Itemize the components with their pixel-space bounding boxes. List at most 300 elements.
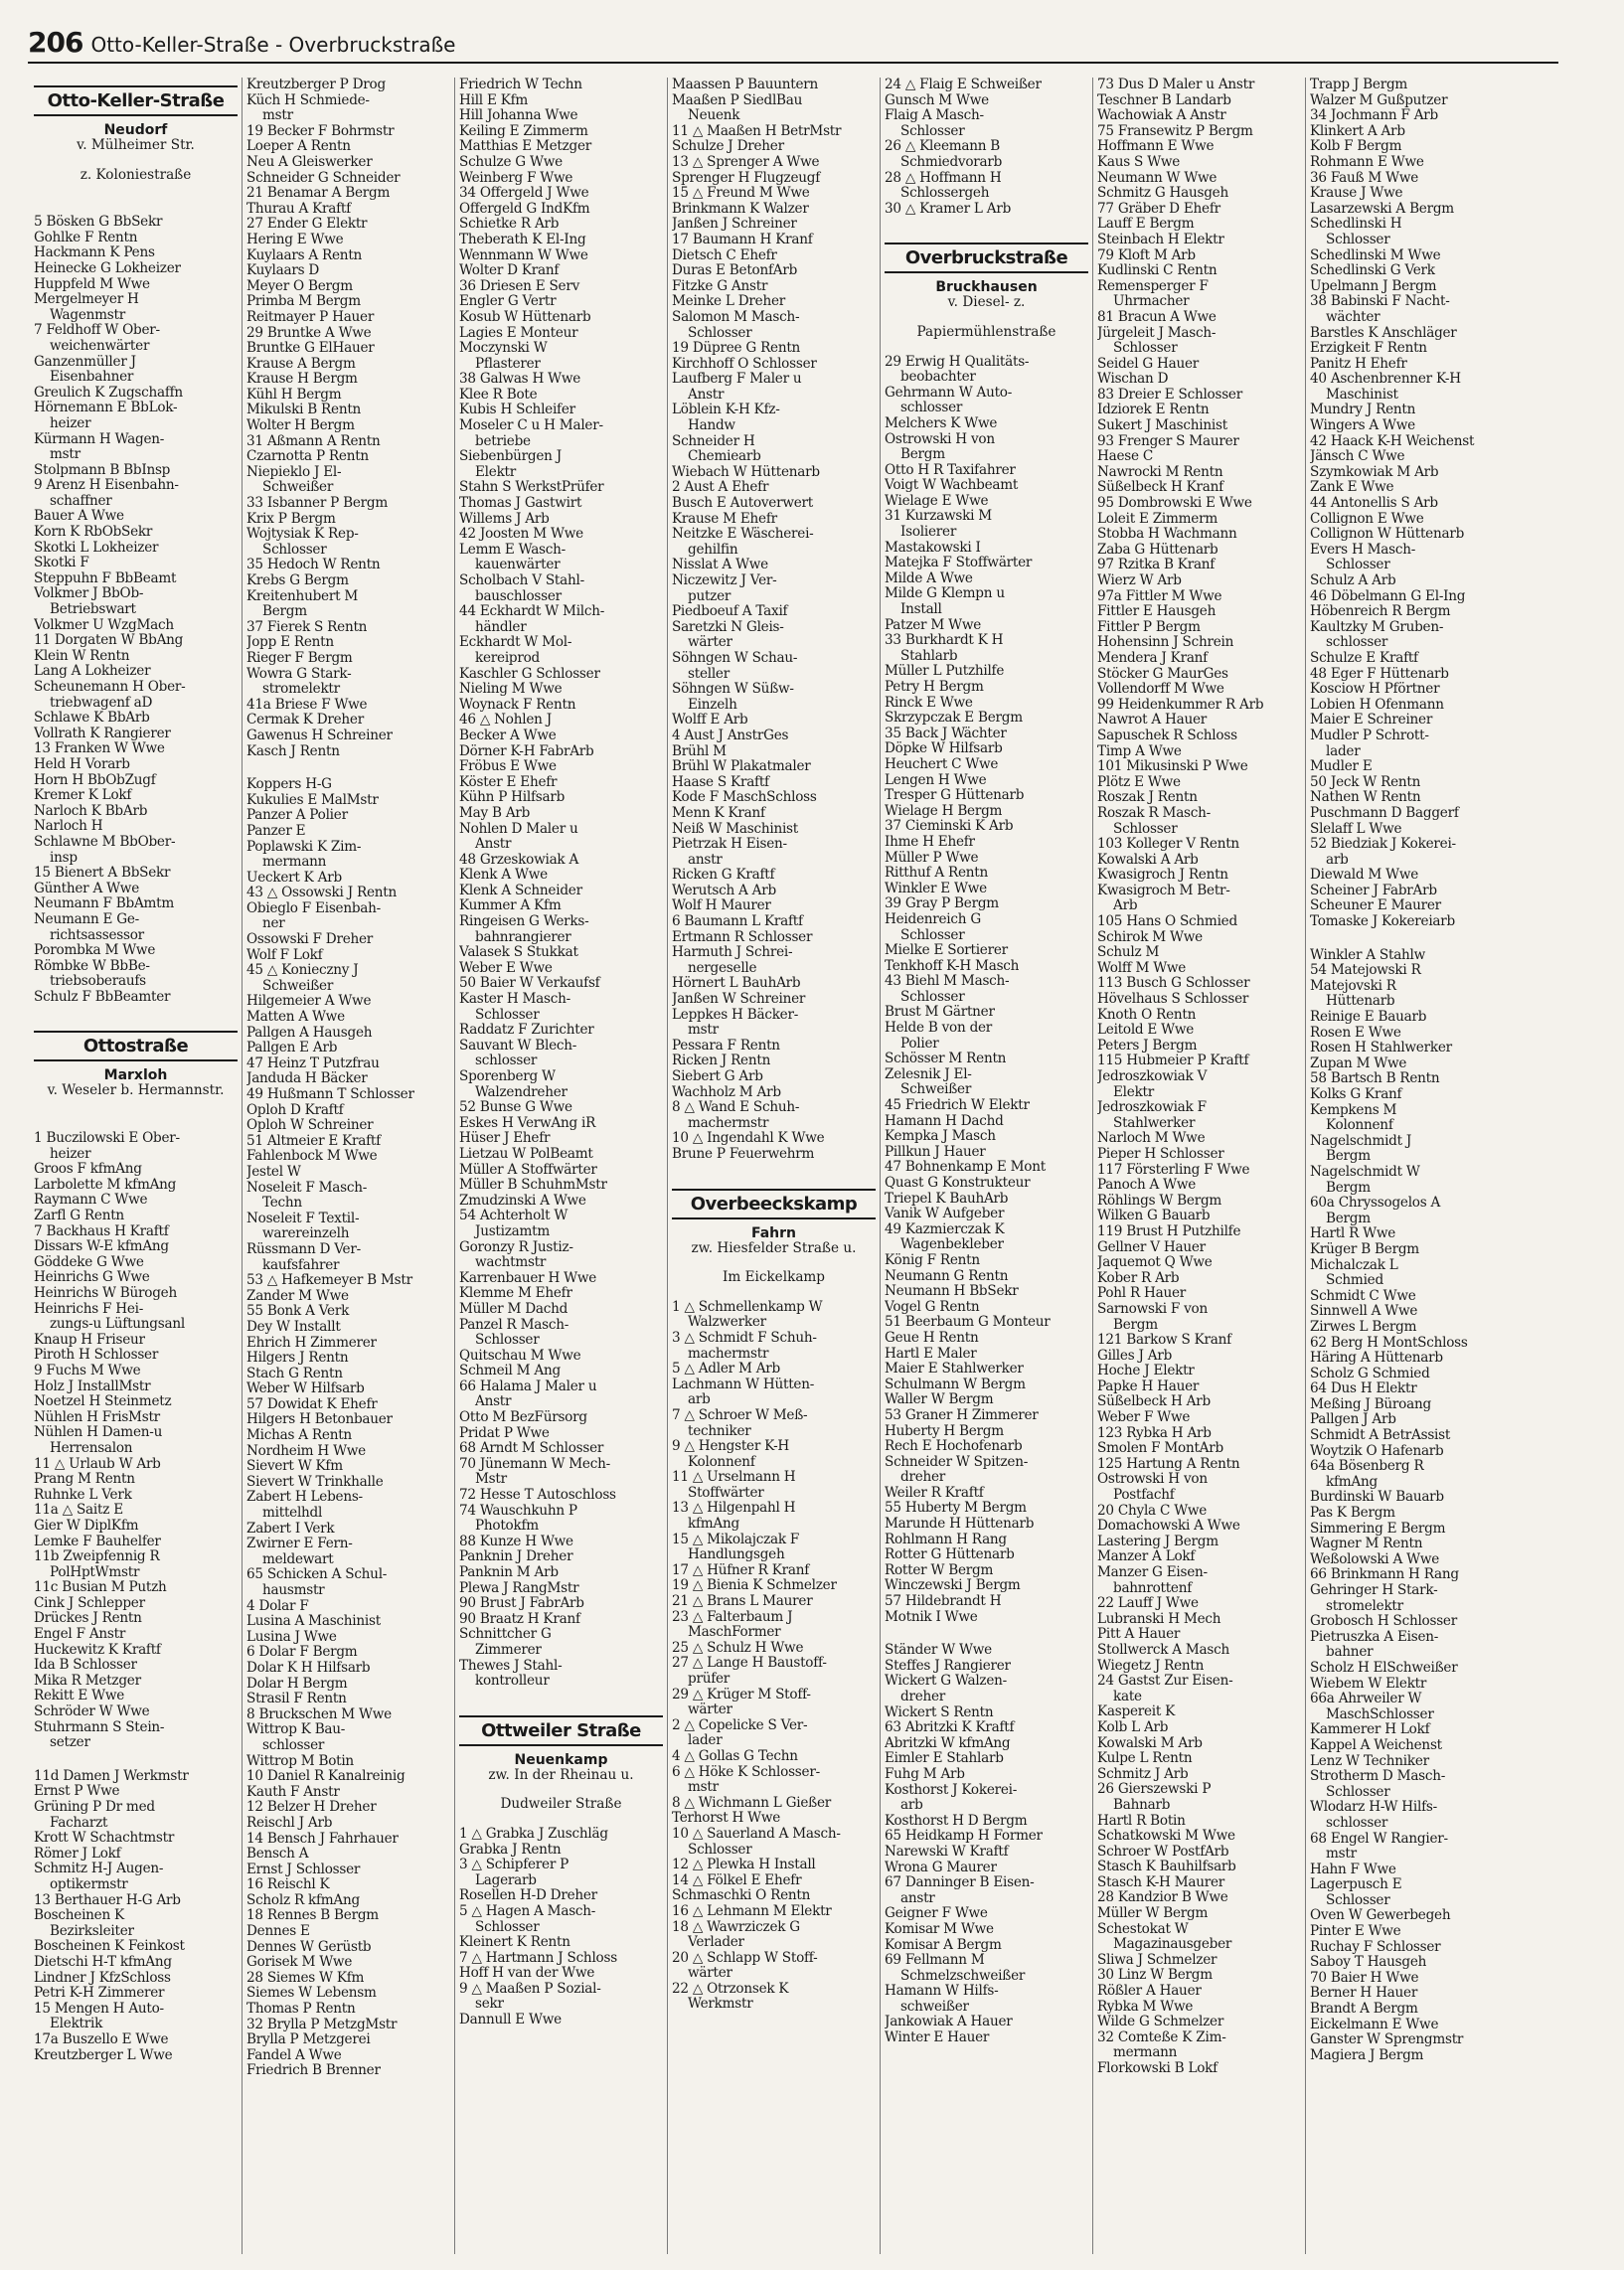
directory-entry: Keiling E Zimmerm xyxy=(459,123,588,139)
directory-entry: Wrona G Maurer xyxy=(885,1860,997,1875)
directory-entry: 105 Hans O Schmied xyxy=(1097,914,1237,930)
directory-entry: Klinkert A Arb xyxy=(1310,123,1405,139)
directory-entry: arb xyxy=(688,1392,711,1408)
directory-entry: Römbke W BbBe- xyxy=(34,958,150,974)
directory-entry: Simmering E Bergm xyxy=(1310,1521,1446,1537)
directory-entry: Hoffmann E Wwe xyxy=(1097,139,1215,155)
directory-entry: Sukert J Maschinist xyxy=(1097,418,1227,434)
directory-entry: Koppers H-G xyxy=(246,777,332,793)
directory-entry: Polier xyxy=(900,1036,939,1052)
directory-entry: Goronzy R Justiz- xyxy=(459,1239,573,1255)
directory-entry: Uhrmacher xyxy=(1113,294,1190,310)
directory-entry: Photokfm xyxy=(475,1519,539,1535)
directory-entry: 62 Berg H MontSchloss xyxy=(1310,1335,1468,1351)
directory-entry: Schulz M xyxy=(1097,945,1160,961)
directory-entry: Volkmer J BbOb- xyxy=(34,586,144,602)
directory-entry: Rosen E Wwe xyxy=(1310,1025,1401,1041)
directory-entry: Döpke W Hilfsarb xyxy=(885,741,1003,757)
directory-entry: 2 Aust A Ehefr xyxy=(672,480,769,496)
directory-entry: Klemme M Ehefr xyxy=(459,1286,572,1302)
directory-entry: Fahlenbock M Wwe xyxy=(246,1149,378,1165)
directory-entry: Maier E Stahlwerker xyxy=(885,1362,1024,1378)
directory-entry: Schietke R Arb xyxy=(459,217,560,233)
directory-entry: Michalczak L xyxy=(1310,1257,1398,1273)
directory-entry: 7 Backhaus H Kraftf xyxy=(34,1223,169,1239)
directory-entry: 18 Rennes B Bergm xyxy=(246,1908,379,1924)
directory-entry: 15 Mengen H Auto- xyxy=(34,2001,164,2017)
directory-entry: Wowra G Stark- xyxy=(246,666,352,682)
directory-entry: Wagenbekleber xyxy=(900,1237,1004,1253)
directory-entry: meldewart xyxy=(262,1551,334,1567)
directory-entry: 8 △ Wand E Schuh- xyxy=(672,1100,800,1116)
directory-entry: Schulz F BbBeamter xyxy=(34,989,171,1005)
directory-entry: 40 Aschenbrenner K-H xyxy=(1310,372,1461,388)
directory-entry: Fandel A Wwe xyxy=(246,2047,342,2063)
directory-entry: gehilfin xyxy=(688,542,738,558)
directory-entry: Krause A Bergm xyxy=(246,356,356,372)
directory-entry: Lachmann W Hütten- xyxy=(672,1377,815,1392)
directory-entry: Schedlinski G Verk xyxy=(1310,263,1435,279)
directory-entry: Neumann G Rentn xyxy=(885,1268,1009,1284)
directory-entry: 11 △ Urselmann H xyxy=(672,1470,796,1486)
directory-entry: Zander M Wwe xyxy=(246,1288,349,1304)
directory-entry: Lasarzewski A Bergm xyxy=(1310,201,1454,217)
directory-entry: Wilde G Schmelzer xyxy=(1097,2015,1224,2030)
directory-entry: machermstr xyxy=(688,1115,769,1131)
spacer xyxy=(34,197,238,215)
directory-entry: 7 △ Hartmann J Schloss xyxy=(459,1950,617,1966)
directory-entry: 4 △ Gollas G Techn xyxy=(672,1748,798,1764)
directory-entry: Weiler R Kraftf xyxy=(885,1485,984,1501)
directory-entry: 54 Achterholt W xyxy=(459,1209,568,1224)
directory-entry: Kosciow H Pförtner xyxy=(1310,682,1440,698)
directory-entry: Laufberg F Maler u xyxy=(672,372,802,388)
directory-entry: Wilken G Bauarb xyxy=(1097,1209,1211,1224)
street-heading: Ottweiler Straße xyxy=(459,1715,663,1746)
directory-entry: Krebs G Bergm xyxy=(246,573,349,588)
directory-entry: MaschSchlosser xyxy=(1326,1706,1434,1722)
directory-entry: Hörnemann E BbLok- xyxy=(34,401,178,416)
directory-entry: Becker A Wwe xyxy=(459,728,557,743)
directory-entry: 24 Gastst Zur Eisen- xyxy=(1097,1674,1233,1690)
directory-entry: 35 Back J Wächter xyxy=(885,726,1007,741)
directory-entry: Hörnert L BauhArb xyxy=(672,976,801,992)
directory-entry: Jedroszkowiak F xyxy=(1097,1100,1207,1116)
directory-entry: Weinberg F Wwe xyxy=(459,170,573,186)
directory-entry: Nagelschmidt J xyxy=(1310,1133,1412,1149)
directory-entry: Süßelbeck H Kranf xyxy=(1097,480,1223,496)
directory-entry: Panzel R Masch- xyxy=(459,1317,569,1333)
directory-entry: Kolb L Arb xyxy=(1097,1719,1169,1735)
directory-entry: Hoche J Elektr xyxy=(1097,1364,1195,1379)
directory-entry: 15 △ Mikolajczak F xyxy=(672,1532,800,1547)
directory-entry: Pessara F Rentn xyxy=(672,1038,780,1054)
directory-entry: Scholbach V Stahl- xyxy=(459,573,584,588)
directory-entry: 45 △ Konieczny J xyxy=(246,963,359,979)
directory-entry: Pieper H Schlosser xyxy=(1097,1146,1224,1162)
directory-entry: Menn K Kranf xyxy=(672,805,765,821)
directory-entry: 101 Mikusinski P Wwe xyxy=(1097,759,1248,775)
directory-entry: Panknin J Dreher xyxy=(459,1549,573,1565)
spacer xyxy=(34,1005,238,1023)
directory-entry: Diewald M Wwe xyxy=(1310,868,1419,884)
directory-entry: Kremer K Lokf xyxy=(34,788,132,804)
directory-entry: Grobosch H Schlosser xyxy=(1310,1614,1457,1630)
directory-entry: Kirchhoff O Schlosser xyxy=(672,356,817,372)
directory-entry: Eisenbahner xyxy=(50,370,134,386)
directory-entry: 47 Heinz T Putzfrau xyxy=(246,1055,380,1071)
directory-entry: 26 △ Kleemann B xyxy=(885,139,1001,155)
directory-entry: Stahlarb xyxy=(900,648,958,664)
directory-entry: mstr xyxy=(688,1023,719,1039)
directory-entry: 11 Dorgaten W BbAng xyxy=(34,633,184,649)
directory-entry: 13 △ Sprenger A Wwe xyxy=(672,154,820,170)
directory-entry: Schirok M Wwe xyxy=(1097,929,1203,945)
directory-entry: Zarfl G Rentn xyxy=(34,1209,124,1224)
directory-entry: 15 △ Freund M Wwe xyxy=(672,186,810,202)
directory-entry: 17 Baumann H Kranf xyxy=(672,232,813,247)
directory-entry: Walzwerker xyxy=(688,1315,766,1331)
directory-entry: Schröder W Wwe xyxy=(34,1704,150,1720)
directory-entry: Holz J InstallMstr xyxy=(34,1378,151,1394)
directory-entry: bahner xyxy=(1326,1645,1374,1661)
directory-entry: 66a Ahrweiler W xyxy=(1310,1692,1422,1707)
directory-entry: 12 Belzer H Dreher xyxy=(246,1800,377,1816)
directory-entry: Knaup H Friseur xyxy=(34,1332,145,1348)
directory-entry: Kappel A Weichenst xyxy=(1310,1737,1442,1753)
directory-entry: 11a △ Saitz E xyxy=(34,1503,123,1519)
directory-entry: weichenwärter xyxy=(50,338,150,354)
directory-entry: Schlawne M BbOber- xyxy=(34,834,176,850)
directory-entry: Panzer A Polier xyxy=(246,808,348,824)
directory-entry: 66 Brinkmann H Rang xyxy=(1310,1567,1459,1583)
directory-entry: Szymkowiak M Arb xyxy=(1310,464,1439,480)
directory-entry: Wojtysiak K Rep- xyxy=(246,527,359,543)
directory-entry: Jürgeleit J Masch- xyxy=(1097,325,1217,341)
directory-entry: Kühl H Bergm xyxy=(246,387,342,403)
directory-entry: Bergm xyxy=(1326,1180,1371,1196)
directory-entry: stromelektr xyxy=(262,682,340,698)
directory-entry: Teschner B Landarb xyxy=(1097,92,1231,108)
directory-entry: Leppkes H Bäcker- xyxy=(672,1007,799,1023)
directory-entry: 68 Engel W Rangier- xyxy=(1310,1831,1448,1847)
directory-entry: 5 Bösken G BbSekr xyxy=(34,215,163,231)
directory-entry: 31 Kurzawski M xyxy=(885,509,992,525)
directory-entry: 93 Frenger S Maurer xyxy=(1097,433,1239,449)
directory-entry: Steffes J Rangierer xyxy=(885,1658,1011,1674)
directory-entry: Schlosser xyxy=(475,1333,540,1349)
directory-entry: Maassen P Bauuntern xyxy=(672,78,819,92)
directory-entry: heizer xyxy=(50,415,91,431)
directory-entry: Heuchert C Wwe xyxy=(885,756,999,772)
directory-entry: 36 Driesen E Serv xyxy=(459,278,580,294)
directory-entry: Gohlke F Rentn xyxy=(34,230,138,245)
directory-entry: Pinter E Wwe xyxy=(1310,1924,1401,1940)
directory-entry: mermann xyxy=(262,855,327,871)
directory-entry: 28 △ Hoffmann H xyxy=(885,170,1002,186)
directory-entry: Ganzenmüller J xyxy=(34,354,136,370)
directory-entry: Schlosser xyxy=(262,542,327,558)
directory-entry: 26 Gierszewski P xyxy=(1097,1782,1212,1798)
directory-entry: Kuylaars D xyxy=(246,263,320,279)
directory-entry: Wierz W Arb xyxy=(1097,573,1182,588)
district-heading: Neudorf xyxy=(103,122,168,138)
directory-entry: 4 Dolar F xyxy=(246,1598,309,1614)
directory-entry: Kuylaars A Rentn xyxy=(246,247,363,263)
directory-entry: steller xyxy=(688,666,730,682)
directory-entry: Nisslat A Wwe xyxy=(672,558,768,573)
directory-entry: 13 Franken W Wwe xyxy=(34,741,165,757)
directory-entry: Poplawski K Zim- xyxy=(246,839,362,855)
directory-entry: wärter xyxy=(688,635,732,651)
directory-entry: Seidel G Hauer xyxy=(1097,356,1200,372)
directory-entry: Milde G Klempn u xyxy=(885,586,1005,602)
directory-entry: Rüssmann D Ver- xyxy=(246,1241,361,1257)
directory-entry: 7 △ Schroer W Meß- xyxy=(672,1407,808,1423)
directory-entry: Janßen W Schreiner xyxy=(672,992,806,1008)
spacer xyxy=(885,1625,1088,1643)
directory-entry: Wolf H Maurer xyxy=(672,898,771,914)
directory-entry: Lusina J Wwe xyxy=(246,1629,337,1645)
directory-entry: mstr xyxy=(1326,1847,1357,1863)
directory-entry: 54 Matejowski R xyxy=(1310,963,1421,979)
directory-entry: Flaig A Masch- xyxy=(885,108,984,124)
directory-entry: Gehringer H Stark- xyxy=(1310,1583,1438,1598)
spacer xyxy=(34,1113,238,1131)
directory-entry: Walzendreher xyxy=(475,1084,568,1100)
directory-entry: Meßing J Büroang xyxy=(1310,1396,1431,1412)
street-description: v. Mülheimer Str. xyxy=(77,137,195,153)
directory-entry: Bergm xyxy=(262,604,307,620)
directory-entry: Kürmann H Wagen- xyxy=(34,431,165,447)
directory-entry: 52 Biedziak J Kokerei- xyxy=(1310,837,1456,853)
directory-entry: 10 △ Ingendahl K Wwe xyxy=(672,1131,825,1147)
directory-entry: 64 Dus H Elektr xyxy=(1310,1381,1417,1397)
directory-entry: 6 △ Höke K Schlosser- xyxy=(672,1764,820,1780)
directory-entry: 70 Baier H Wwe xyxy=(1310,1970,1419,1986)
directory-entry: Salomon M Masch- xyxy=(672,309,800,325)
directory-entry: Nieling M Wwe xyxy=(459,682,563,698)
directory-entry: Hamann W Hilfs- xyxy=(885,1984,999,2000)
directory-entry: Brune P Feuerwehrm xyxy=(672,1146,815,1162)
directory-entry: kfmAng xyxy=(1326,1474,1378,1490)
directory-column xyxy=(455,78,668,2254)
directory-entry: Huppfeld M Wwe xyxy=(34,276,150,292)
directory-entry: Zaba G Hüttenarb xyxy=(1097,542,1218,558)
directory-entry: Brust M Gärtner xyxy=(885,1005,995,1021)
directory-entry: Waller W Bergm xyxy=(885,1392,994,1408)
directory-entry: Raymann C Wwe xyxy=(34,1193,148,1209)
directory-entry: Loeper A Rentn xyxy=(246,139,351,155)
directory-entry: Schedlinski H xyxy=(1310,217,1402,233)
directory-entry: Winkler A Stahlw xyxy=(1310,947,1426,963)
directory-entry: Jaquemot Q Wwe xyxy=(1097,1255,1213,1271)
directory-entry: Pitt A Hauer xyxy=(1097,1627,1181,1643)
directory-entry: Krott W Schachtmstr xyxy=(34,1831,175,1847)
directory-entry: 41a Briese F Wwe xyxy=(246,697,368,713)
directory-entry: Nordheim H Wwe xyxy=(246,1443,366,1459)
directory-entry: Lagerpusch E xyxy=(1310,1877,1402,1893)
directory-entry: bauschlosser xyxy=(475,588,562,604)
directory-entry: Postfachf xyxy=(1113,1488,1175,1504)
directory-entry: Melchers K Wwe xyxy=(885,415,998,431)
directory-entry: 5 △ Adler M Arb xyxy=(672,1362,780,1378)
directory-entry: 5 △ Hagen A Masch- xyxy=(459,1903,596,1919)
directory-entry: Schulze G Wwe xyxy=(459,154,563,170)
directory-entry: Dolar K H Hilfsarb xyxy=(246,1660,371,1676)
directory-entry: Hilgers H Betonbauer xyxy=(246,1412,393,1428)
directory-entry: Lobien H Ofenmann xyxy=(1310,697,1444,713)
directory-entry: Neuenk xyxy=(688,108,740,124)
directory-entry: Kolb F Bergm xyxy=(1310,139,1402,155)
directory-entry: Sarnowski F von xyxy=(1097,1301,1208,1317)
directory-entry: Terhorst H Wwe xyxy=(672,1811,781,1827)
directory-entry: Bezirksleiter xyxy=(50,1923,134,1939)
directory-entry: Schmiedvorarb xyxy=(900,154,1003,170)
directory-entry: Loleit E Zimmerm xyxy=(1097,511,1218,527)
directory-columns xyxy=(30,78,1570,2254)
directory-entry: Dolar H Bergm xyxy=(246,1676,348,1692)
directory-entry: Pallgen E Arb xyxy=(246,1041,338,1056)
directory-entry: Harmuth J Schrei- xyxy=(672,945,793,961)
directory-entry: 115 Hubmeier P Kraftf xyxy=(1097,1054,1249,1069)
directory-entry: kate xyxy=(1113,1689,1142,1704)
directory-entry: Reinige E Bauarb xyxy=(1310,1010,1427,1026)
directory-entry: Wlodarz H-W Hilfs- xyxy=(1310,1800,1437,1816)
directory-entry: Kode F MaschSchloss xyxy=(672,790,817,806)
directory-entry: Tresper G Hüttenarb xyxy=(885,788,1025,804)
directory-entry: Fröbus E Wwe xyxy=(459,759,557,775)
directory-entry: 69 Fellmann M xyxy=(885,1953,985,1969)
directory-entry: 52 Bunse G Wwe xyxy=(459,1100,572,1116)
directory-entry: Schedlinski M Wwe xyxy=(1310,247,1441,263)
directory-entry: Krause M Ehefr xyxy=(672,511,777,527)
directory-entry: beobachter xyxy=(900,370,976,386)
directory-entry: Abritzki W kfmAng xyxy=(885,1735,1011,1751)
directory-entry: Manzer G Eisen- xyxy=(1097,1565,1208,1580)
directory-entry: Schmitz G Hausgeh xyxy=(1097,186,1228,202)
directory-entry: Söhngen W Süßw- xyxy=(672,682,794,698)
directory-entry: Matejovski R xyxy=(1310,978,1396,994)
directory-entry: 63 Abritzki K Kraftf xyxy=(885,1720,1015,1736)
directory-entry: MaschFormer xyxy=(688,1625,781,1641)
directory-entry: Klein W Rentn xyxy=(34,648,130,664)
directory-entry: Wagenmstr xyxy=(50,307,125,323)
directory-entry: Heinrichs W Bürogeh xyxy=(34,1286,177,1301)
directory-entry: 15 Bienert A BbSekr xyxy=(34,866,171,882)
directory-entry: 21 △ Brans L Maurer xyxy=(672,1594,813,1610)
directory-entry: Schösser M Rentn xyxy=(885,1052,1007,1067)
directory-entry: Komisar M Wwe xyxy=(885,1921,994,1937)
directory-entry: 88 Kunze H Wwe xyxy=(459,1534,573,1549)
directory-entry: Elektr xyxy=(1113,1084,1155,1100)
directory-entry: 119 Brust H Putzhilfe xyxy=(1097,1223,1241,1239)
directory-entry: Heinrichs F Hei- xyxy=(34,1301,144,1317)
directory-entry: 33 Isbanner P Bergm xyxy=(246,496,388,512)
directory-entry: Wingers A Wwe xyxy=(1310,418,1415,434)
directory-entry: Lusina A Maschinist xyxy=(246,1614,381,1630)
directory-entry: Ringeisen G Werks- xyxy=(459,914,589,930)
directory-entry: anstr xyxy=(900,1890,935,1906)
directory-entry: Schmeil M Ang xyxy=(459,1364,561,1379)
directory-entry: Plötz E Wwe xyxy=(1097,774,1181,790)
directory-entry: 51 Altmeier E Kraftf xyxy=(246,1133,381,1149)
directory-entry: Dannull E Wwe xyxy=(459,2013,562,2028)
directory-entry: Triepel K BauhArb xyxy=(885,1191,1009,1207)
directory-entry: Kreutzberger L Wwe xyxy=(34,2047,173,2063)
directory-entry: Matejka F Stoffwärter xyxy=(885,556,1033,571)
directory-entry: Thomas P Rentn xyxy=(246,2002,356,2018)
directory-entry: Remensperger F xyxy=(1097,278,1209,294)
directory-entry: 90 Braatz H Kranf xyxy=(459,1611,580,1627)
directory-entry: Janßen J Schreiner xyxy=(672,217,797,233)
directory-entry: Löblein K-H Kfz- xyxy=(672,403,780,418)
directory-entry: Florkowski B Lokf xyxy=(1097,2061,1218,2076)
directory-entry: Narloch M Wwe xyxy=(1097,1131,1206,1147)
directory-entry: 75 Fransewitz P Bergm xyxy=(1097,123,1253,139)
directory-entry: 121 Barkow S Kranf xyxy=(1097,1333,1231,1349)
directory-entry: Lastering J Bergm xyxy=(1097,1534,1218,1549)
directory-entry: Schlosser xyxy=(900,123,965,139)
directory-entry: Hoff H van der Wwe xyxy=(459,1966,595,1982)
directory-entry: Häring A Hüttenarb xyxy=(1310,1351,1443,1367)
directory-entry: Prang M Rentn xyxy=(34,1472,135,1488)
directory-entry: Kreitenhubert M xyxy=(246,588,359,604)
directory-entry: Handw xyxy=(688,418,735,434)
directory-entry: Ruchay F Schlosser xyxy=(1310,1939,1441,1955)
directory-entry: Hohensinn J Schrein xyxy=(1097,635,1234,651)
directory-entry: Hartl R Botin xyxy=(1097,1813,1186,1829)
directory-entry: Wagner M Rentn xyxy=(1310,1537,1423,1552)
directory-entry: Gellner V Hauer xyxy=(1097,1239,1206,1255)
directory-entry: Ricken J Rentn xyxy=(672,1054,771,1069)
directory-entry: Eimler E Stahlarb xyxy=(885,1751,1004,1767)
directory-entry: 9 △ Maaßen P Sozial- xyxy=(459,1981,601,1997)
directory-entry: 50 Baier W Verkaufsf xyxy=(459,976,600,992)
directory-entry: Stuhrmann S Stein- xyxy=(34,1719,165,1735)
directory-entry: heizer xyxy=(50,1146,91,1162)
directory-entry: Hahn F Wwe xyxy=(1310,1862,1396,1877)
directory-entry: Schmidt A BetrAssist xyxy=(1310,1428,1451,1444)
spacer xyxy=(34,1751,238,1769)
directory-entry: Idziorek E Rentn xyxy=(1097,403,1210,418)
directory-entry: 17 △ Hüfner R Kranf xyxy=(672,1562,810,1578)
directory-entry: Lemm E Wasch- xyxy=(459,542,566,558)
directory-entry: Nühlen H Damen-u xyxy=(34,1425,163,1441)
directory-entry: Steinbach H Elektr xyxy=(1097,232,1224,247)
directory-entry: Moczynski W xyxy=(459,341,548,357)
directory-entry: kauenwärter xyxy=(475,558,561,573)
directory-entry: Bergm xyxy=(1113,1317,1158,1333)
directory-entry: 49 Kazmierczak K xyxy=(885,1221,1005,1237)
directory-entry: Wolter D Kranf xyxy=(459,263,560,279)
directory-entry: 34 Offergeld J Wwe xyxy=(459,186,589,202)
street-description: Papiermühlenstraße xyxy=(916,323,1056,340)
directory-entry: 49 Hußmann T Schlosser xyxy=(246,1087,414,1102)
directory-entry: Kulpe L Rentn xyxy=(1097,1751,1193,1767)
directory-entry: Maschinist xyxy=(1326,387,1398,403)
directory-entry: Ruhnke L Verk xyxy=(34,1487,132,1503)
directory-entry: 9 △ Hengster K-H xyxy=(672,1439,790,1455)
directory-entry: Schatkowski M Wwe xyxy=(1097,1829,1235,1845)
directory-entry: 44 Eckhardt W Milch- xyxy=(459,604,605,620)
directory-entry: 2 △ Copelicke S Ver- xyxy=(672,1717,808,1733)
directory-entry: Lengen H Wwe xyxy=(885,772,987,788)
directory-entry: 79 Kloft M Arb xyxy=(1097,247,1196,263)
directory-entry: Reitmayer P Hauer xyxy=(246,309,375,325)
directory-entry: 21 Benamar A Bergm xyxy=(246,186,391,202)
directory-entry: 13 Berthauer H-G Arb xyxy=(34,1892,181,1908)
